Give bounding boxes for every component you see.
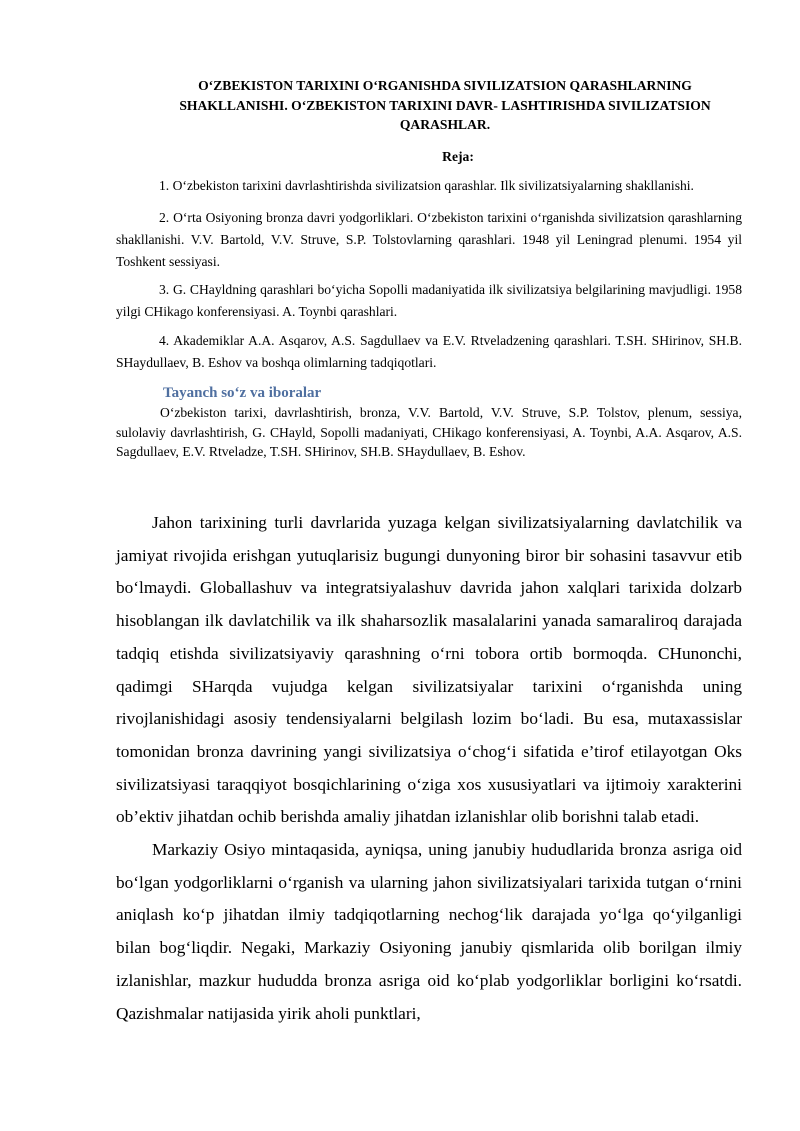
document-title: O‘ZBEKISTON TARIXINI O‘RGANISHDA SIVILIZATSION QARASHLARNING SHAKLLANISHI. O‘ZBEKISTON TARIXINI DAVR- LASHTIRISHDA SIVILIZATSION QARASHLAR. <box>179 78 711 132</box>
plan-item: 1. O‘zbekiston tarixini davrlashtirishda sivilizatsion qarashlar. Ilk sivilizatsiyalarning shakllanishi. <box>159 178 694 193</box>
keywords-heading: Tayanch so‘z va iboralar <box>163 385 322 401</box>
paragraph: Jahon tarixining turli davrlarida yuzaga kelgan sivilizatsiyalarning davlatchilik va jamiyat rivojida erishgan yutuqlarisiz bugungi dunyoning biror bir sohasini tasavvur etib bo‘lmaydi. Globallashuv va integratsiyalashuv davrida jahon xalqlari tarixida dolzarb hisoblangan ilk davlatchilik va ilk shaharsozlik masalalarini yanada samaraliroq darajada tadqiq etishda sivilizatsiyaviy qarashning o‘rni tobora ortib bormoqda. CHunonchi, qadimgi SHarqda vujudga kelgan sivilizatsiyalar tarixini o‘rganishda uning rivojlanishidagi asosiy tendensiyalarni belgilash lozim bo‘ladi. Bu esa, mutaxassislar tomonidan bronza davrining yangi sivilizatsiya o‘chog‘i sifatida e’tirof etilayotgan Oks sivilizatsiyasi taraqqiyot bosqichlarining o‘ziga xos xususiyatlari va ijtimoiy xarakterini ob’ektiv jihatdan ochib berishda amaliy jihatdan izlanishlar olib borishni talab etadi. <box>116 513 742 827</box>
plan-item: 4. Akademiklar A.A. Asqarov, A.S. Sagdullaev va E.V. Rtveladzening qarashlari. T.SH. SHirinov, SH.B. SHaydullaev, B. Eshov va boshqa olimlarning tadqiqotlari. <box>116 333 742 370</box>
plan-item: 2. O‘rta Osiyoning bronza davri yodgorliklari. O‘zbekiston tarixini o‘rganishda sivilizatsion qarashlarning shakllanishi. V.V. Bartold, V.V. Struve, S.P. Tolstovlarning qarashlari. 1948 yil Leningrad plenumi. 1954 yil Toshkent sessiyasi. <box>116 210 742 269</box>
plan-item: 3. G. CHayldning qarashlari bo‘yicha Sopolli madaniyatida ilk sivilizatsiya belgilarining mavjudligi. 1958 yilgi CHikago konferensiyasi. A. Toynbi qarashlari. <box>116 282 742 319</box>
paragraph: Markaziy Osiyo mintaqasida, ayniqsa, uning janubiy hududlarida bronza asriga oid bo‘lgan yodgorliklarni o‘rganish va ularning jahon sivilizatsiyalari tarixida tutgan o‘rnini aniqlash ko‘p jihatdan ilmiy tadqiqotlarning nechog‘lik darajada yo‘lga qo‘yilganligi bilan bog‘liqdir. Negaki, Markaziy Osiyoning janubiy qismlarida olib borilgan ilmiy izlanishlar, mazkur hududda bronza asriga oid ko‘plab yodgorliklar borligini ko‘rsatdi. Qazishmalar natijasida yirik aholi punktlari, <box>116 840 742 1023</box>
plan-heading: Reja: <box>442 149 474 164</box>
keywords-text: O‘zbekiston tarixi, davrlashtirish, bronza, V.V. Bartold, V.V. Struve, S.P. Tolstov, plenum, sessiya, sulolaviy davrlashtirish, G. CHayld, Sopolli madaniyati, CHikago konferensiyasi, A. Toynbi, A.A. Asqarov, A.S. Sagdullaev, E.V. Rtveladze, T.SH. SHirinov, SH.B. SHaydullaev, B. Eshov. <box>116 405 742 459</box>
body-text <box>116 507 742 1030</box>
